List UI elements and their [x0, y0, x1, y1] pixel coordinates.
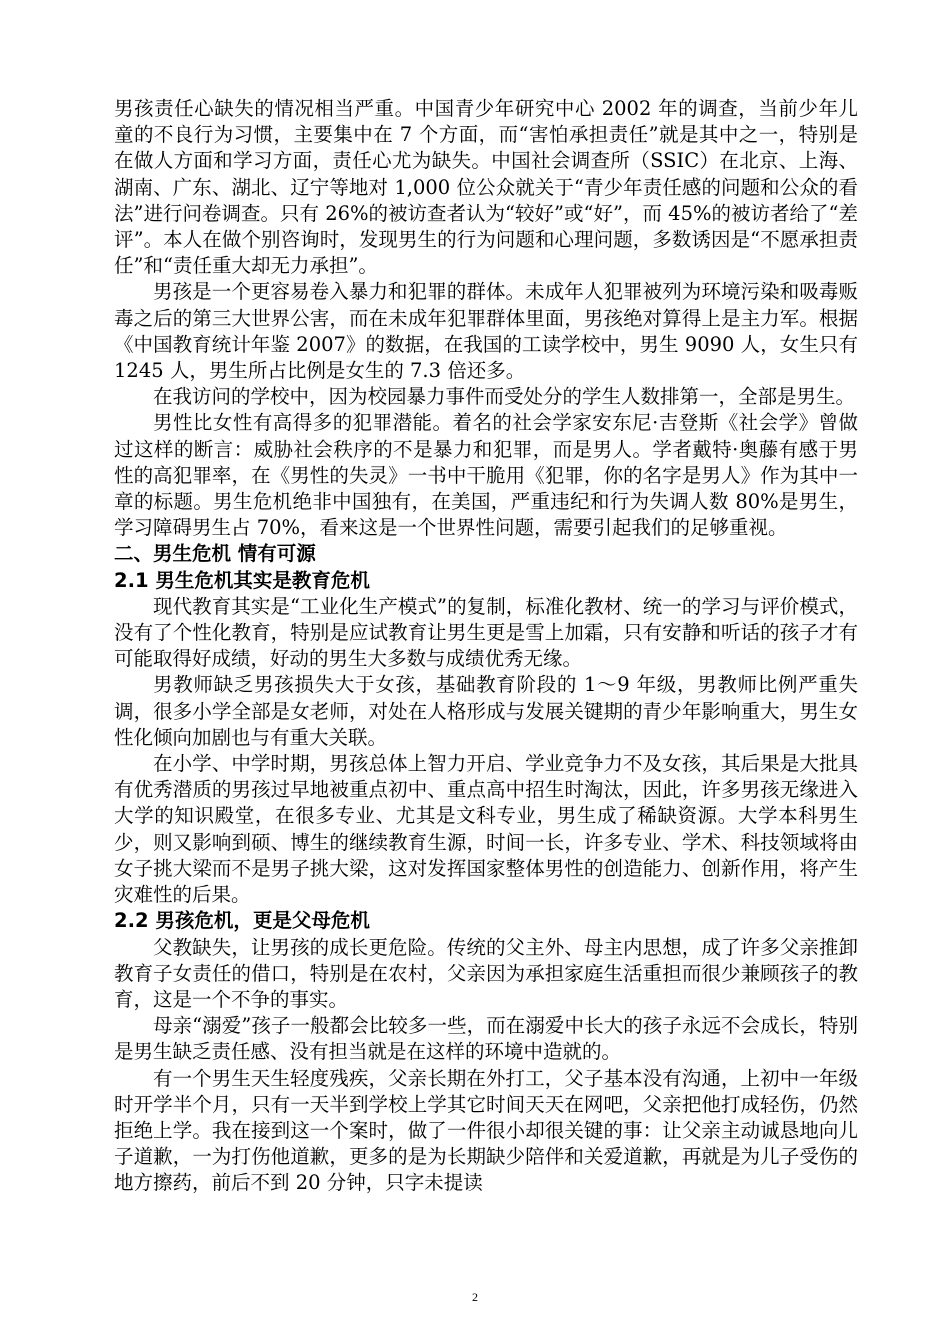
document-body — [114, 96, 858, 1197]
page-number: 2 — [472, 1290, 478, 1304]
paragraph-school-competition: 在小学、中学时期，男孩总体上智力开启、学业竞争力不及女孩，其后果是大批具有优秀潜质的男孩过早地被重点初中、重点高中招生时淘汰，因此，许多男孩无缘进入大学的知识殿堂，在很多专业、尤其是文科专业，男生成了稀缺资源。大学本科男生少，则又影响到硕、博生的继续教育生源，时间一长，许多专业、学术、科技领域将由女子挑大梁而不是男子挑大梁，这对发挥国家整体男性的创造能力、创新作用，将产生灾难性的后果。 — [114, 752, 858, 907]
paragraph-school-visit: 在我访问的学校中，因为校园暴力事件而受处分的学生人数排第一，全部是男生。 — [153, 385, 856, 409]
paragraph-crime-potential: 男性比女性有高得多的犯罪潜能。着名的社会学家安东尼·吉登斯《社会学》曾做过这样的断言：威胁社会秩序的不是暴力和犯罪，而是男人。学者戴特·奥藤有感于男性的高犯罪率，在《男性的失灵》一书中干脆用《犯罪，你的名字是男人》作为其中一章的标题。男生危机绝非中国独有，在美国，严重违纪和行为失调人数 80%是男生，学习障碍男生占 70%，看来这是一个世界性问题，需要引起我们的足够重视。 — [114, 411, 858, 540]
paragraph-male-teachers: 男教师缺乏男孩损失大于女孩，基础教育阶段的 1～9 年级，男教师比例严重失调，很多小学全部是女老师，对处在人格形成与发展关键期的青少年影响重大，男生女性化倾向加剧也与有重大关联。 — [114, 673, 858, 749]
paragraph-responsibility: 男孩责任心缺失的情况相当严重。中国青少年研究中心 2002 年的调查，当前少年儿童的不良行为习惯，主要集中在 7 个方面，而“害怕承担责任”就是其中之一，特别是在做人方面和学习方面，责任心尤为缺失。中国社会调查所（SSIC）在北京、上海、湖南、广东、湖北、辽宁等地对 1,000 位公众就关于“青少年责任感的问题和公众的看法”进行问卷调查。只有 26%的被访查者认为“较好”或“好”，而 45%的被访者给了“差评”。本人在做个别咨询时，发现男生的行为问题和心理问题，多数诱因是“不愿承担责任”和“责任重大却无力承担”。 — [114, 97, 858, 278]
paragraph-industrial-model: 现代教育其实是“工业化生产模式”的复制，标准化教材、统一的学习与评价模式，没有了个性化教育，特别是应试教育让男生更是雪上加霜，只有安静和听话的孩子才有可能取得好成绩，好动的男生大多数与成绩优秀无缘。 — [114, 594, 858, 671]
paragraph-violence: 男孩是一个更容易卷入暴力和犯罪的群体。未成年人犯罪被列为环境污染和吸毒贩毒之后的第三大世界公害，而在未成年犯罪群体里面，男孩绝对算得上是主力军。根据《中国教育统计年鉴 2007》的数据，在我国的工读学校中，男生 9090 人，女生只有 1245 人，男生所占比例是女生的 7.3 倍还多。 — [114, 280, 858, 383]
subsection-heading-2-1: 2.1 男生危机其实是教育危机 — [114, 568, 370, 592]
paragraph-father-absence: 父教缺失，让男孩的成长更危险。传统的父主外、母主内思想，成了许多父亲推卸教育子女责任的借口，特别是在农村，父亲因为承担家庭生活重担而很少兼顾孩子的教育，这是一个不争的事实。 — [114, 935, 858, 1011]
section-heading-2: 二、男生危机 情有可源 — [114, 542, 316, 566]
subsection-heading-2-2: 2.2 男孩危机，更是父母危机 — [114, 909, 370, 933]
paragraph-mother-spoiling: 母亲“溺爱”孩子一般都会比较多一些，而在溺爱中长大的孩子永远不会成长，特别是男生缺乏责任感、没有担当就是在这样的环境中造就的。 — [114, 1014, 858, 1064]
paragraph-case-study: 有一个男生天生轻度残疾，父亲长期在外打工，父子基本没有沟通，上初中一年级时开学半个月，只有一天半到学校上学其它时间天天在网吧，父亲把他打成轻伤，仍然拒绝上学。我在接到这一个案时，做了一件很小却很关键的事：让父亲主动诚恳地向儿子道歉，一为打伤他道歉，更多的是为长期缺少陪伴和关爱道歉，再就是为儿子受伤的地方擦药，前后不到 20 分钟，只字未提读 — [114, 1066, 858, 1195]
